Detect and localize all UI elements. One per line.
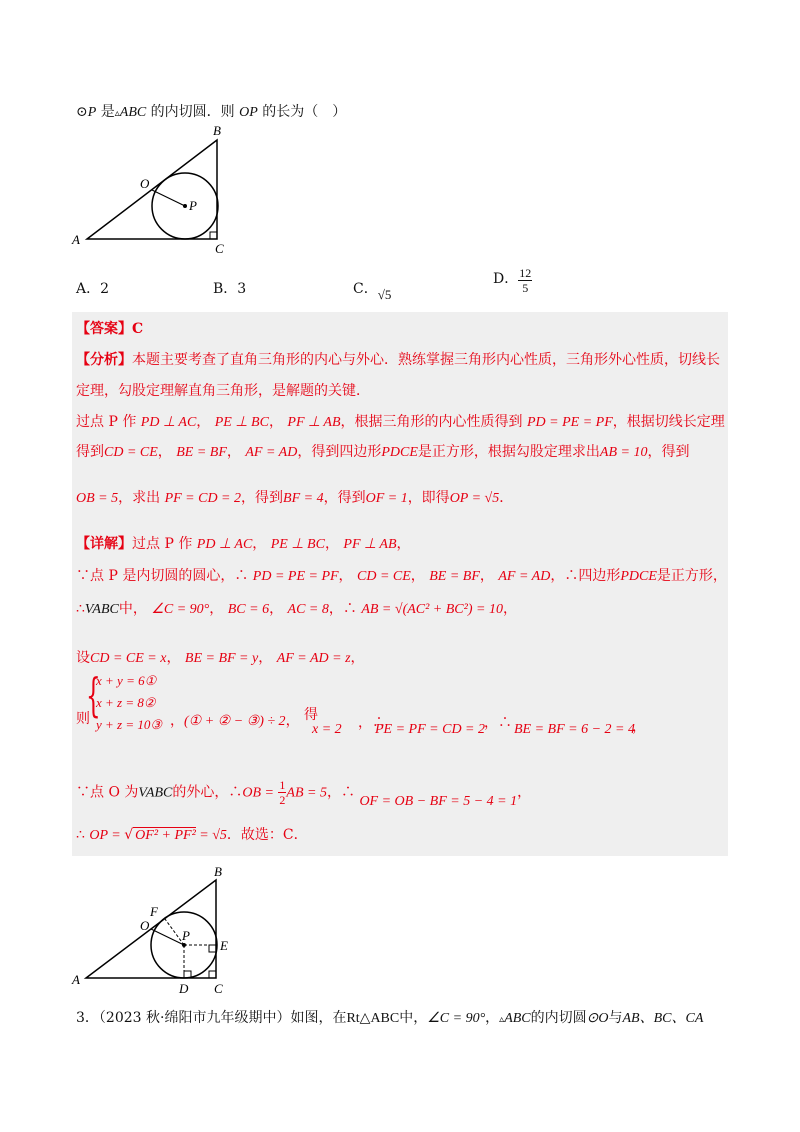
a5-m4: OF = 1 — [365, 491, 408, 506]
right-angle-c — [209, 971, 216, 978]
label-o-2: O — [140, 918, 150, 933]
result-x: x = 2 — [312, 722, 342, 737]
answer-line: 【答案】C — [76, 321, 144, 337]
a4-m4: PDCE — [381, 445, 418, 460]
option-a-value: 2 — [100, 281, 110, 297]
circle-symbol: ⊙ — [76, 104, 88, 120]
next-question: 3．（2023 秋·绵阳市九年级期中）如图，在Rt△ABC中，∠C = 90°，▵ABC的内切圆⊙O与AB、BC、CA — [76, 1010, 704, 1026]
label-a: A — [72, 232, 80, 247]
d6-m1: VABC — [138, 785, 173, 801]
a5-text-2: ，得到 — [241, 490, 284, 506]
next-q-m2: ∠C = 90° — [427, 1011, 486, 1026]
d4-m3: AF = AD = z — [276, 651, 351, 666]
right-angle-e — [209, 945, 216, 952]
stem-op: OP — [239, 105, 258, 120]
therefore-1: ，∴ — [358, 715, 386, 731]
a3-text-1: 过点 P 作 — [76, 414, 137, 430]
d3-text-3: ∴ — [342, 601, 357, 617]
a3-m4: PD = PE = PF — [527, 415, 613, 430]
detail-line-1: 【详解】过点 P 作 PD ⊥ AC， PE ⊥ BC， PF ⊥ AB， — [76, 536, 411, 552]
d2-text-2: ∴四边形 — [564, 568, 621, 584]
half-den: 2 — [279, 793, 286, 807]
d7-m1b: OF² + PF² — [135, 828, 196, 843]
label-d: D — [179, 981, 189, 996]
system-op: (① + ② − ③) ÷ 2 — [184, 714, 286, 729]
a3-m1: PD ⊥ AC — [140, 415, 197, 430]
a3-text-2: ，根据三角形的内心性质得到 — [340, 414, 523, 430]
detail-line-3: ∴VABC中， ∠C = 90°， BC = 6， AC = 8，∴ AB = √(AC² + BC²) = 10， — [76, 601, 517, 617]
d2-m4: AF = AD — [498, 569, 551, 584]
right-angle-mark — [210, 232, 217, 239]
d1-m3: PF ⊥ AB — [343, 537, 397, 552]
therefore-2: ，∴ — [484, 715, 512, 731]
d1-m2: PE ⊥ BC — [270, 537, 325, 552]
label-b-2: B — [214, 866, 222, 879]
option-a — [76, 278, 109, 298]
stem-abc: ABC — [119, 105, 147, 120]
analysis-line-1 — [76, 349, 720, 369]
d6-m2a: OB = — [242, 785, 274, 801]
figure-2 — [68, 866, 233, 998]
equation-1: x + y = 6① — [96, 673, 157, 688]
option-b — [213, 278, 246, 298]
label-c: C — [215, 241, 224, 256]
label-p: P — [189, 198, 197, 213]
analysis-line-5: OB = 5，求出 PF = CD = 2，得到BF = 4，得到OF = 1，即得OP = √5． — [76, 490, 514, 506]
option-b-label: B． — [213, 281, 238, 297]
detail-line-6: ∵点 O 为VABC的外心，∴OB = $\frac{1}{2}$ AB = 5，∴ OF = OB − BF = 5 − 4 = 1， — [76, 778, 532, 809]
system-get: 得 — [304, 707, 319, 723]
result-2: BE = BF = 6 − 2 = 4 — [514, 722, 635, 737]
d3-m1: VABC — [84, 602, 119, 617]
d2-text-3: 是正方形， — [656, 568, 727, 584]
a5-m3: BF = 4 — [283, 491, 324, 506]
d7-m1a: OP = — [89, 828, 125, 843]
analysis-line-2: 定理，勾股定理解直角三角形，是解题的关键． — [76, 383, 370, 399]
analysis-l1: 本题主要考查了直角三角形的内心与外心．熟练掌握三角形内心性质，三角形外心性质，切线长 — [132, 352, 720, 368]
next-q-text-b: 中， — [399, 1010, 428, 1026]
label-c-2: C — [214, 981, 223, 996]
figure-1 — [66, 122, 236, 257]
option-d — [493, 266, 532, 295]
a5-m2: PF = CD = 2 — [164, 491, 242, 506]
d7-m1c: = √5 — [195, 828, 227, 843]
a5-m5: OP = √5 — [449, 491, 500, 506]
d3-text-1: ∴ — [76, 601, 85, 617]
d3-text-2: 中， — [118, 601, 147, 617]
analysis-line-3: 过点 P 作 PD ⊥ AC， PE ⊥ BC， PF ⊥ AB，根据三角形的内心性质得到 PD = PE = PF，根据切线长定理 — [76, 414, 725, 430]
d6-m2b: AB = 5 — [286, 785, 327, 801]
option-a-label: A． — [76, 281, 101, 297]
d4-m1: CD = CE = x — [90, 651, 167, 666]
stem-text-3: 的长为（ ） — [257, 104, 347, 120]
d7-text-1: ∴ — [76, 827, 85, 843]
d2-m5: PDCE — [620, 569, 657, 584]
d3-m2: ∠C = 90° — [151, 602, 210, 617]
a5-text-3: ，得到 — [323, 490, 366, 506]
analysis-line-4: 得到CD = CE， BE = BF， AF = AD，得到四边形PDCE是正方形，根据勾股定理求出AB = 10，得到 — [76, 444, 690, 460]
option-d-fraction — [518, 266, 532, 295]
next-q-text-d: 与 — [608, 1010, 623, 1026]
d1-m1: PD ⊥ AC — [196, 537, 253, 552]
a5-text-4: ，即得 — [407, 490, 450, 506]
d6-text-1: ∵点 O 为 — [76, 784, 139, 801]
option-c — [353, 278, 392, 302]
a3-text-3: ，根据切线长定理 — [612, 414, 725, 430]
detail-line-7 — [76, 824, 308, 844]
next-q-m4: ⊙O — [586, 1011, 609, 1026]
stem-text-1: 是 — [96, 104, 115, 120]
detail-line-2: ∵点 P 是内切圆的圆心，∴ PD = PE = PF， CD = CE， BE = BF， AF = AD，∴四边形PDCE是正方形， — [76, 568, 727, 584]
d2-text-1: ∵点 P 是内切圆的圆心，∴ — [76, 568, 249, 584]
d4-m2: BE = BF = y — [184, 651, 259, 666]
d1-text: 过点 P 作 — [132, 536, 193, 552]
option-c-label: C． — [353, 281, 378, 297]
brace-icon: { — [86, 668, 101, 722]
a4-m5: AB = 10 — [599, 445, 648, 460]
a4-m2: BE = BF — [176, 445, 227, 460]
equation-2: x + z = 8② — [96, 695, 156, 710]
a4-text-4: ，得到 — [647, 444, 690, 460]
point-p-2 — [182, 943, 186, 947]
result-comma: ， — [632, 719, 646, 735]
system-then: 则 — [76, 711, 90, 727]
a5-text-1: ，求出 — [118, 490, 161, 506]
a3-m3: PF ⊥ AB — [287, 415, 341, 430]
next-q-text-a: （2023 秋·绵阳市九年级期中）如图，在 — [98, 1010, 347, 1026]
next-q-text-c: 的内切圆 — [530, 1010, 587, 1026]
detail-line-4: 设CD = CE = x， BE = BF = y， AF = AD = z， — [76, 650, 365, 666]
half-num: 1 — [279, 778, 286, 792]
d3-m3: BC = 6 — [227, 602, 270, 617]
d3-m5: AB = √(AC² + BC²) = 10 — [361, 602, 503, 617]
d6-text-3: ∴ — [340, 784, 355, 801]
triangle-abc — [87, 140, 217, 239]
analysis-head: 【分析】 — [76, 352, 132, 368]
d3-m4: AC = 8 — [287, 602, 329, 617]
a3-m2: PE ⊥ BC — [214, 415, 269, 430]
a4-m1: CD = CE — [104, 445, 158, 460]
label-o: O — [140, 176, 150, 191]
option-d-den: 5 — [522, 281, 529, 295]
stem-text-2: 的内切圆．则 — [146, 104, 240, 120]
detail-head: 【详解】 — [76, 536, 132, 552]
next-q-m1: Rt△ABC — [346, 1011, 400, 1026]
a4-m3: AF = AD — [245, 445, 298, 460]
d4-text: 设 — [76, 650, 90, 666]
next-q-number: 3． — [76, 1010, 99, 1026]
a4-text-3: 是正方形，根据勾股定理求出 — [417, 444, 600, 460]
triangle-icon-2: ▵ — [499, 1014, 505, 1025]
segment-op-2 — [151, 929, 184, 945]
point-p — [183, 204, 187, 208]
label-e: E — [220, 938, 228, 953]
option-b-value: 3 — [237, 281, 247, 297]
result-1: PE = PF = CD = 2 — [375, 722, 485, 737]
system-line: ，(① + ② − ③) ÷ 2， 得 — [170, 707, 319, 729]
a4-text-2: ，得到四边形 — [297, 444, 382, 460]
stem-p: P — [87, 105, 97, 120]
a4-text-1: 得到 — [76, 444, 104, 460]
triangle-icon: ▵ — [114, 108, 120, 119]
segment-op — [152, 190, 185, 206]
option-d-num: 12 — [519, 266, 532, 280]
label-a-2: A — [72, 972, 80, 987]
sqrt-icon: √ — [124, 827, 134, 843]
d6-m3: OF = OB − BF = 5 − 4 = 1 — [359, 793, 518, 809]
d6-text-2: 的外心，∴ — [172, 784, 243, 801]
d7-text-2: ．故选：C． — [226, 827, 308, 843]
option-c-value: √5 — [377, 287, 392, 302]
next-q-m3: ABC — [504, 1011, 531, 1026]
label-b: B — [213, 123, 221, 138]
label-p-2: P — [182, 928, 190, 943]
d2-m1: PD = PE = PF — [252, 569, 339, 584]
question-stem — [76, 101, 346, 121]
option-d-label: D． — [493, 270, 519, 287]
d2-m2: CD = CE — [357, 569, 411, 584]
equation-3: y + z = 10③ — [96, 717, 163, 732]
next-q-m5: AB、BC、CA — [622, 1011, 704, 1026]
d2-m3: BE = BF — [429, 569, 480, 584]
a5-m1: OB = 5 — [76, 491, 119, 506]
label-f: F — [150, 904, 158, 919]
